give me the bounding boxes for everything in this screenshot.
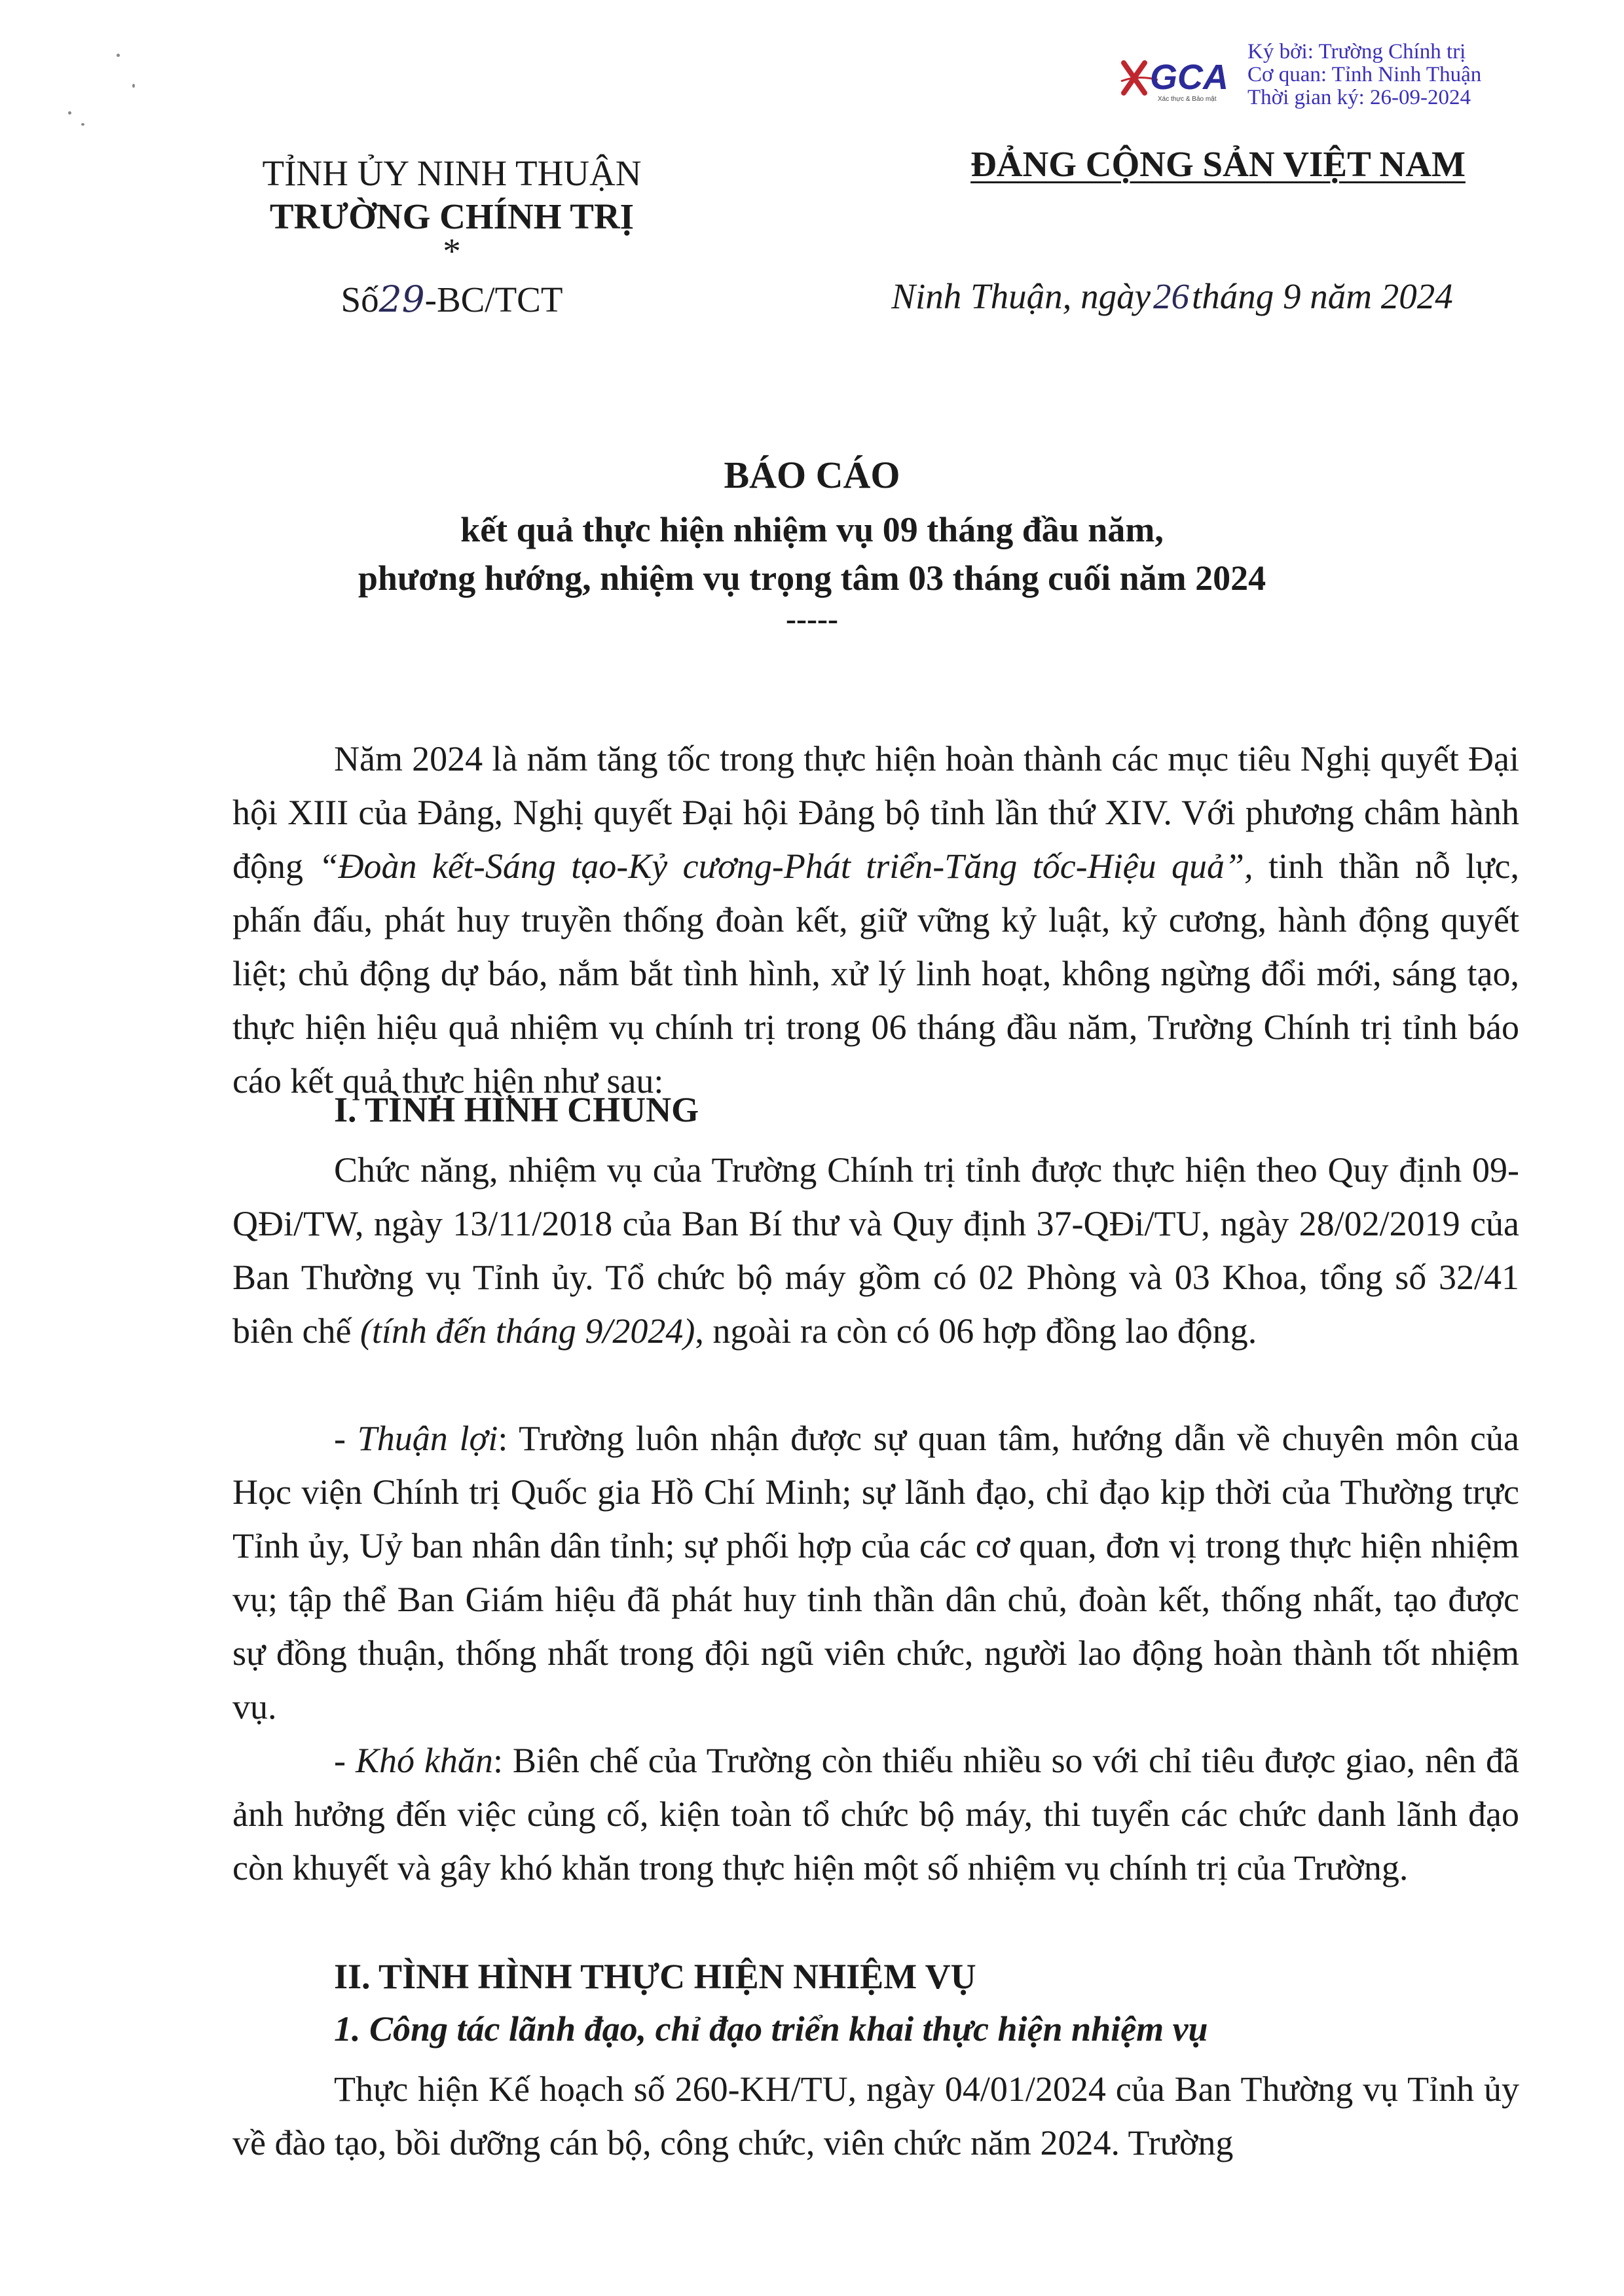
date-day-handwritten: 26 [1153,276,1189,316]
difficulties-paragraph: - Khó khăn: Biên chế của Trường còn thiếu nhiều so với chỉ tiêu được giao, nên đã ảnh hưởng đến việc củng cố, kiện toàn tổ chức bộ máy, thi tuyển các chức danh lãnh đạo còn khuyết và gây khó khăn trong thực hiện một số nhiệm vụ chính trị của Trường. [232,1741,1520,1887]
org-star: * [443,231,461,271]
signed-by: Ký bởi: Trường Chính trị [1247,40,1466,64]
advantages-paragraph: - Thuận lợi: Trường luôn nhận được sự quan tâm, hướng dẫn về chuyên môn của Học viện Chính trị Quốc gia Hồ Chí Minh; sự lãnh đạo, chỉ đạo kịp thời của Thường trực Tỉnh ủy, Uỷ ban nhân dân tỉnh; sự phối hợp của các cơ quan, đơn vị trong thực hiện nhiệm vụ; tập thể Ban Giám hiệu đã phát huy tinh thần dân chủ, đoàn kết, thống nhất, tạo được sự đồng thuận, thống nhất trong đội ngũ viên chức, người lao động hoàn thành tốt nhiệm vụ. [232,1419,1519,1726]
report-subtitle-line2: phương hướng, nhiệm vụ trọng tâm 03 tháng cuối năm 2024 [358,558,1266,598]
signature-logo [1118,55,1236,107]
section-heading-1: I. TÌNH HÌNH CHUNG [334,1090,699,1129]
advantages-label: - Thuận lợi [334,1419,498,1458]
report-subtitle-line1: kết quả thực hiện nhiệm vụ 09 tháng đầu năm, [460,510,1164,549]
subsection-heading-1: 1. Công tác lãnh đạo, chỉ đạo triển khai thực hiện nhiệm vụ [334,2009,1208,2049]
digital-signature-info [1247,41,1481,109]
org-header [216,152,688,321]
motto-quote: “Đoàn kết-Sáng tạo-Kỷ cương-Phát triển-Tăng tốc-Hiệu quả”, [318,847,1253,886]
org-parent: TỈNH ỦY NINH THUẬN [262,153,642,193]
org-name: TRƯỜNG CHÍNH TRỊ [269,196,635,236]
difficulties-label: - Khó khăn [334,1741,493,1780]
signature-logo-subtext: Xác thực & Bảo mật [1158,96,1217,103]
place-date: Ninh Thuận, ngày26tháng 9 năm 2024 [891,276,1453,316]
scan-speck [68,111,71,115]
signature-logo-text: GCA [1150,58,1228,97]
report-title: BÁO CÁO [724,454,900,496]
section1-paragraph: Chức năng, nhiệm vụ của Trường Chính trị tỉnh được thực hiện theo Quy định 09-QĐi/TW, ngày 13/11/2018 của Ban Bí thư và Quy định 37-QĐi/TU, ngày 28/02/2019 của Ban Thường vụ Tỉnh ủy. Tổ chức bộ máy gồm có 02 Phòng và 03 Khoa, tổng số 32/41 biên chế (tính đến tháng 9/2024), ngoài ra còn có 06 hợp đồng lao động. [232,1150,1519,1351]
intro-paragraph: Năm 2024 là năm tăng tốc trong thực hiện hoàn thành các mục tiêu Nghị quyết Đại hội XIII của Đảng, Nghị quyết Đại hội Đảng bộ tỉnh lần thứ XIV. Với phương châm hành động “Đoàn kết-Sáng tạo-Kỷ cương-Phát triển-Tăng tốc-Hiệu quả”, tinh thần nỗ lực, phấn đấu, phát huy truyền thống đoàn kết, giữ vững kỷ luật, kỷ cương, hành động quyết liệt; chủ động dự báo, nắm bắt tình hình, xử lý linh hoạt, không ngừng đổi mới, sáng tạo, thực hiện hiệu quả nhiệm vụ chính trị trong 06 tháng đầu năm, Trường Chính trị tỉnh báo cáo kết quả thực hiện như sau: [232,739,1520,1101]
party-name: ĐẢNG CỘNG SẢN VIỆT NAM [970,144,1466,184]
section-heading-2: II. TÌNH HÌNH THỰC HIỆN NHIỆM VỤ [334,1957,976,1996]
scan-speck [81,123,84,126]
title-separator: ----- [786,602,838,636]
doc-number-handwritten: 29 [378,278,425,320]
signing-agency: Cơ quan: Tỉnh Ninh Thuận [1247,63,1482,86]
doc-number: Số29-BC/TCT [341,278,563,320]
signing-time: Thời gian ký: 26-09-2024 [1247,86,1471,109]
section2-paragraph: Thực hiện Kế hoạch số 260-KH/TU, ngày 04/01/2024 của Ban Thường vụ Tỉnh ủy về đào tạo, bồi dưỡng cán bộ, công chức, viên chức năm 2024. Trường [232,2069,1519,2162]
scan-speck [117,54,120,57]
scan-speck [132,84,135,88]
